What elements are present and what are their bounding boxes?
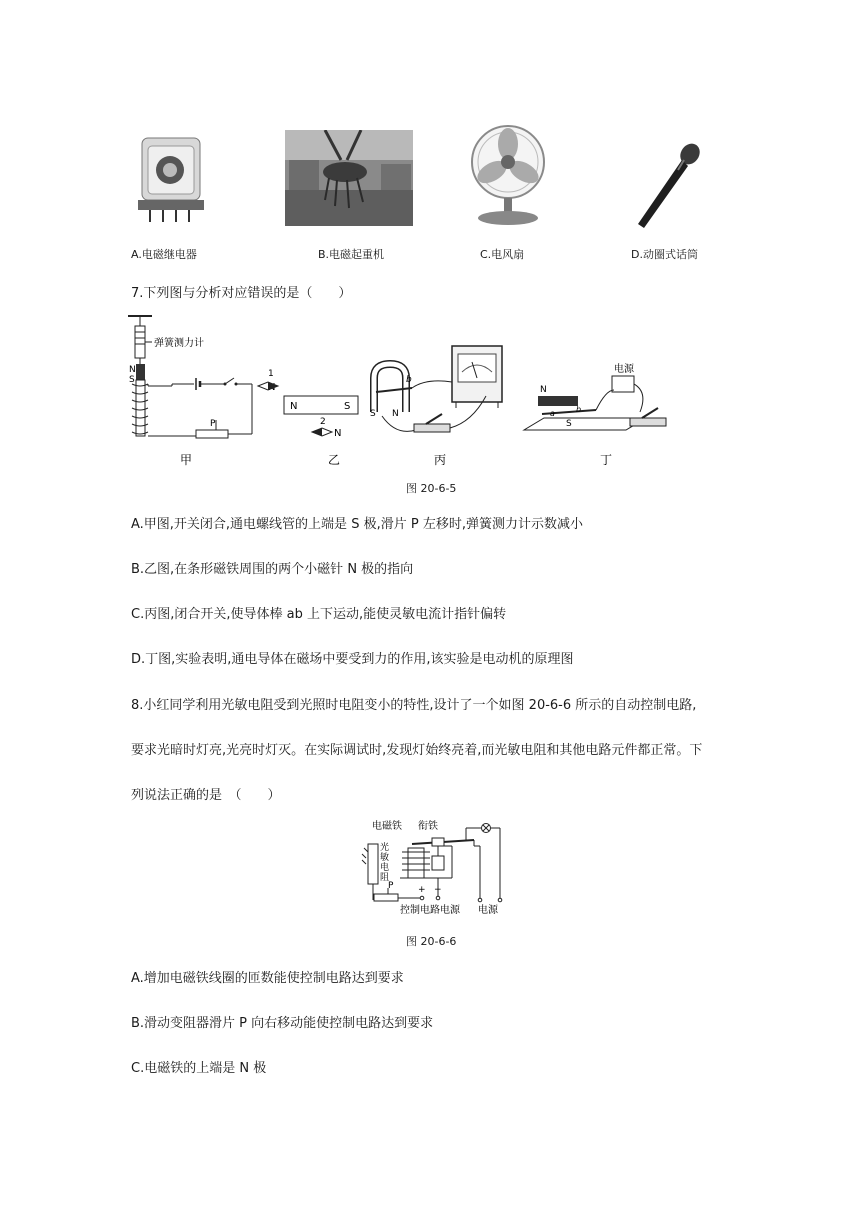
spring-scale-label: 弹簧测力计: [154, 338, 204, 349]
panel-label-yi: 乙: [328, 453, 341, 467]
photo-relay: [130, 126, 210, 226]
q7-option-c: C.丙图,闭合开关,使导体棒 ab 上下运动,能使灵敏电流计指针偏转: [131, 607, 507, 622]
panel-bing: [370, 346, 502, 467]
photo-crane: [285, 130, 413, 226]
caption-relay: A.电磁继电器: [131, 248, 197, 261]
q7-figure-svg: [126, 312, 686, 472]
yi-needle1-number: 1: [268, 369, 274, 379]
q7-figure: [126, 312, 686, 472]
caption-crane: B.电磁起重机: [318, 248, 385, 261]
photoresistor-char-3: 电: [380, 863, 390, 873]
q8-option-a: A.增加电磁铁线圈的匝数能使控制电路达到要求: [131, 971, 404, 986]
panel-label-jia: 甲: [180, 453, 193, 467]
q8-option-c: C.电磁铁的上端是 N 极: [131, 1061, 267, 1076]
photoresistor-char-4: 阻: [380, 873, 390, 883]
q8-figure-caption: 图 20-6-6: [406, 935, 457, 948]
photo-fan: [462, 124, 554, 228]
yi-magnet-s: S: [344, 401, 351, 412]
minus-label: −: [434, 885, 442, 895]
jia-s-label: S: [129, 375, 135, 385]
yi-needle2-number: 2: [320, 417, 326, 427]
q8-p-label: P: [388, 881, 394, 891]
relay-photo-icon: [130, 126, 210, 226]
ding-b-label: b: [576, 405, 582, 414]
bing-n-label: N: [392, 409, 399, 419]
jia-n-label: N: [129, 365, 136, 375]
panel-label-ding: 丁: [600, 453, 613, 467]
caption-microphone: D.动圈式话筒: [631, 248, 698, 261]
ding-n-label: N: [540, 385, 547, 395]
q7-option-a: A.甲图,开关闭合,通电螺线管的上端是 S 极,滑片 P 左移时,弹簧测力计示数减小: [131, 517, 583, 532]
q8-stem-line-2: 要求光暗时灯亮,光亮时灯灭。在实际调试时,发现灯始终亮着,而光敏电阻和其他电路元件都正常。下: [131, 743, 703, 758]
q8-circuit-svg: [354, 816, 514, 920]
yi-needle2-n: N: [334, 428, 342, 439]
panel-ding: [524, 362, 666, 467]
bing-s-label: S: [370, 409, 376, 419]
electromagnet-label: 电磁铁: [372, 821, 402, 832]
microphone-photo-icon: [628, 140, 708, 230]
yi-magnet-n: N: [290, 401, 298, 412]
panel-label-bing: 丙: [434, 453, 447, 467]
plus-label: +: [418, 885, 426, 895]
q8-stem-line-3: 列说法正确的是 （ ）: [131, 788, 281, 803]
photoresistor-char-1: 光: [380, 843, 390, 853]
q7-option-b: B.乙图,在条形磁铁周围的两个小磁针 N 极的指向: [131, 562, 414, 577]
panel-jia: [128, 316, 252, 467]
q8-option-b: B.滑动变阻器滑片 P 向右移动能使控制电路达到要求: [131, 1016, 434, 1031]
armature-label: 衔铁: [418, 821, 438, 832]
q8-stem-line-1: 8.小红同学利用光敏电阻受到光照时电阻变小的特性,设计了一个如图 20-6-6 所示的自动控制电路,: [131, 698, 697, 713]
bing-b-label: b: [406, 375, 412, 385]
caption-fan: C.电风扇: [480, 248, 525, 261]
jia-p-label: P: [210, 419, 216, 429]
q7-figure-caption: 图 20-6-5: [406, 482, 457, 495]
panel-yi: [258, 369, 358, 467]
q7-option-d: D.丁图,实验表明,通电导体在磁场中要受到力的作用,该实验是电动机的原理图: [131, 652, 574, 667]
ding-s-label: S: [566, 419, 572, 429]
q8-figure: [354, 816, 514, 920]
photoresistor-char-2: 敏: [380, 853, 390, 863]
fan-photo-icon: [462, 124, 554, 228]
control-power-label: 控制电路电源: [400, 905, 460, 916]
q7-stem: 7.下列图与分析对应错误的是（ ）: [131, 286, 352, 301]
ding-a-label: a: [550, 409, 555, 418]
q8-power-label: 电源: [478, 905, 498, 916]
ding-power-label: 电源: [614, 364, 634, 375]
crane-photo-icon: [285, 130, 413, 226]
photo-microphone: [628, 140, 708, 230]
